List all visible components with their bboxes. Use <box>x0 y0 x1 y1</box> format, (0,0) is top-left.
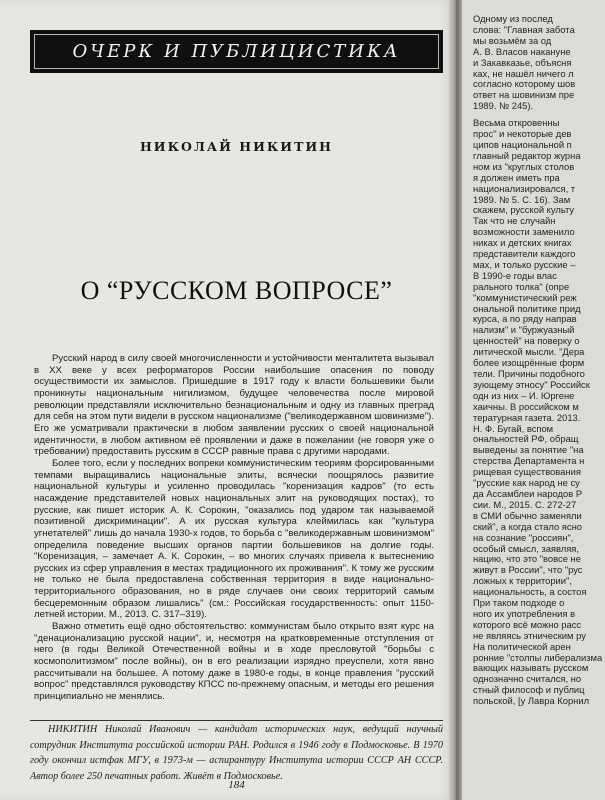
body-paragraph: Важно отметить ещё одно обстоятельство: коммунистам было открыто взят курс на "денационализацию русской нации", и, несмотря на кратковременные отступления от него (в годы Великой Отечественной войны и в ходе пресловутой "борьбы с космополитизмом" после войны), он в его реализации изрядно преуспели, хотя явно рассчитывали на большее. А потому даже в 1980-е годы, в конце правления "русский вопрос" представлялся руководству КПСС по-прежнему опасным, и методы его решения принципиально не менялись. <box>34 621 434 703</box>
page-number: 184 <box>228 779 245 791</box>
next-page-line: "русские как народ не су <box>473 477 580 489</box>
next-page-line: вающих называть русском <box>473 662 589 674</box>
article-body <box>34 353 434 703</box>
next-page-line: не являясь этническим ру <box>473 629 586 641</box>
next-page-line: ложных к территории", <box>473 575 572 587</box>
next-page-line: "коммунистический реж <box>473 291 577 303</box>
next-page-line: рального толка" (опре <box>473 280 570 292</box>
footnote-divider <box>30 720 443 721</box>
next-page-line: ронние "столпы либерализма <box>473 651 603 663</box>
next-page-line: национальность, а состоя <box>473 586 587 598</box>
next-page-line: ональностей РФ, обращ <box>473 433 579 445</box>
next-page-line: Так что не случайн <box>473 215 556 227</box>
next-page-line: выведены за понятие "на <box>473 444 584 456</box>
section-banner-text: ОЧЕРК И ПУБЛИЦИСТИКА <box>72 41 401 62</box>
next-page-line: я должен иметь пра <box>473 171 560 183</box>
next-page-line: литической мысли. "Дера <box>473 346 585 358</box>
next-page-line: А. В. Власов накануне <box>473 45 571 57</box>
author-footnote: НИКИТИН Николай Иванович — кандидат исторических наук, ведущий научный сотрудник Института российской истории РАН. Родился в 1946 году в Подмосковье. В 1970 году окончил истфак МГУ, в 1973-м — аспирантуру Института истории СССР АН СССР. Автор более 250 печатных работ. Живёт в Подмосковье. <box>30 724 443 782</box>
section-banner <box>30 30 443 73</box>
next-page-line: ответ на шовинизм пре <box>473 89 575 101</box>
next-page-line: мах, и только русские – <box>473 258 576 270</box>
next-page-line: зующему этносу" Российск <box>473 378 590 390</box>
next-page-line: мы возьмём за од <box>473 34 552 46</box>
next-page-line: Н. Ф. Бугай, вспом <box>473 422 554 434</box>
next-page-line: На политической арен <box>473 640 571 652</box>
next-page-column <box>473 14 605 707</box>
next-page-line: слова: "Главная заботa <box>473 23 575 35</box>
next-page-line: и Закавказье, объясня <box>473 56 572 68</box>
next-page-line: стерства Департамента н <box>473 455 585 467</box>
next-page-line: одн из них – И. Юргене <box>473 389 575 401</box>
next-page-line: ский", а когда стало ясно <box>473 520 582 532</box>
next-page-line: ного их употребления в <box>473 607 576 619</box>
next-page-line: скажем, русской культу <box>473 204 575 216</box>
next-page-line: ципов национальной п <box>473 138 572 150</box>
next-page-line: которого всё можно расс <box>473 618 582 630</box>
next-page-line: никах и детских книгах <box>473 237 572 249</box>
next-page-line: тературная газета. 2013. <box>473 411 581 423</box>
next-page-line: тели. Причины подобного <box>473 368 585 379</box>
next-page-line: прос" и некоторые дев <box>473 128 572 140</box>
author-name: НИКОЛАЙ НИКИТИН <box>139 139 333 154</box>
next-page-line: представители каждого <box>473 248 576 260</box>
next-page-line: В 1990-е годы влас <box>473 269 557 281</box>
body-paragraph: Более того, если у последних вопреки коммунистическим теориям форсированными темпами выращивались национальные элиты, всячески поощрялось развитие национальной культуры и усиленно проводилась "коренизация кадров" (то есть насаждение представителей новых национальных элит на руководящих постах), то русские, как пишет историк А. К. Сорокин, "оказались под ударом так называемой позитивной дискриминации". А их русская культура клеймилась как "культура угнетателей" лишь до начала 1930-х годов, то борьба с "великодержавным шовинизмом" определила поведение высших органов партии большевиков на долгие годы. "Коренизация, – замечает А. К. Сорокин, – во многих случаях привела к вытеснению русских из сфер управления в местах традиционного их проживания". К тому же русским не только не была предоставлена собственная территория в виде национально-территориального образования, но в ряде случаев они своих территорий самым бесцеремонным образом лишались" (см.: Российская государственность: опыт 1150-летней истории. М., 2013. С. 317–319). <box>34 457 434 621</box>
next-page-line: национализировался, т <box>473 182 576 194</box>
next-page-line: возможности заменило <box>473 226 575 238</box>
next-page-line: ценностей" на поверку о <box>473 335 580 347</box>
next-page-line: нацию, что это "вовсе не <box>473 553 581 565</box>
next-page-line: в СМИ обычно заменяли <box>473 509 582 521</box>
article-title: О “РУССКОМ ВОПРОСЕ” <box>80 276 393 305</box>
next-page-line: 1989. № 5. С. 16). Зам <box>473 193 571 205</box>
next-page-line: нализм" и "буржуазный <box>473 324 575 336</box>
next-page-line: Весьма откровенны <box>473 117 560 129</box>
next-page-line: При таком подходе о <box>473 597 565 609</box>
next-page-line: курса, а по ряду направ <box>473 313 577 325</box>
next-page-line: Одному из послед <box>473 13 553 24</box>
next-page-line: ках, не нашёл ничего л <box>473 67 574 79</box>
next-page-line: на сознание "россиян", <box>473 531 574 543</box>
next-page-line: особый смысл, заявляя, <box>473 542 579 554</box>
next-page-line: ном из "круглых столов <box>473 160 575 172</box>
next-page-line: сии. М., 2015. С. 272-27 <box>473 498 577 510</box>
next-page-line: ональной политике прид <box>473 302 581 314</box>
next-page-line: согласно которому шов <box>473 78 576 90</box>
right-page <box>462 0 605 800</box>
next-page-line: главный редактор журна <box>473 149 581 161</box>
next-page-line: польской, [у Лавра Корнил <box>473 695 590 707</box>
next-page-line: 1989. № 245). <box>473 100 534 112</box>
next-page-line: хаичны. В российском м <box>473 400 579 412</box>
body-paragraph: Русский народ в силу своей многочисленности и устойчивости менталитета вызывал в XX веке у всех реформаторов России наибольшие опасения по поводу осуществимости их замыслов. Пришедшие в 1917 году к власти большевики были проникнуты национальным нигилизмом, будущее человечества после мировой революции представляли исключительно безнациональным и одну из главных преград для себя на этом пути видели в русском национализме ("великодержавном шовинизме"). Его же усматривали практически в любом заявлении русских о своей национальной идентичности, в любом активном её проявлении и даже в пожелании (не говоря уже о требовании) предоставить русским в СССР равные права с другими народами. <box>34 353 434 458</box>
next-page-line: стный философ и публиц <box>473 684 585 696</box>
next-page-line: да Ассамблеи народов Р <box>473 487 583 499</box>
next-page-line: более изощрённые форм <box>473 357 585 369</box>
next-page-line: рищевая существования <box>473 466 581 478</box>
next-page-line: живут в России", что "рус <box>473 564 583 576</box>
next-page-line: однозначно считался, но <box>473 673 582 685</box>
